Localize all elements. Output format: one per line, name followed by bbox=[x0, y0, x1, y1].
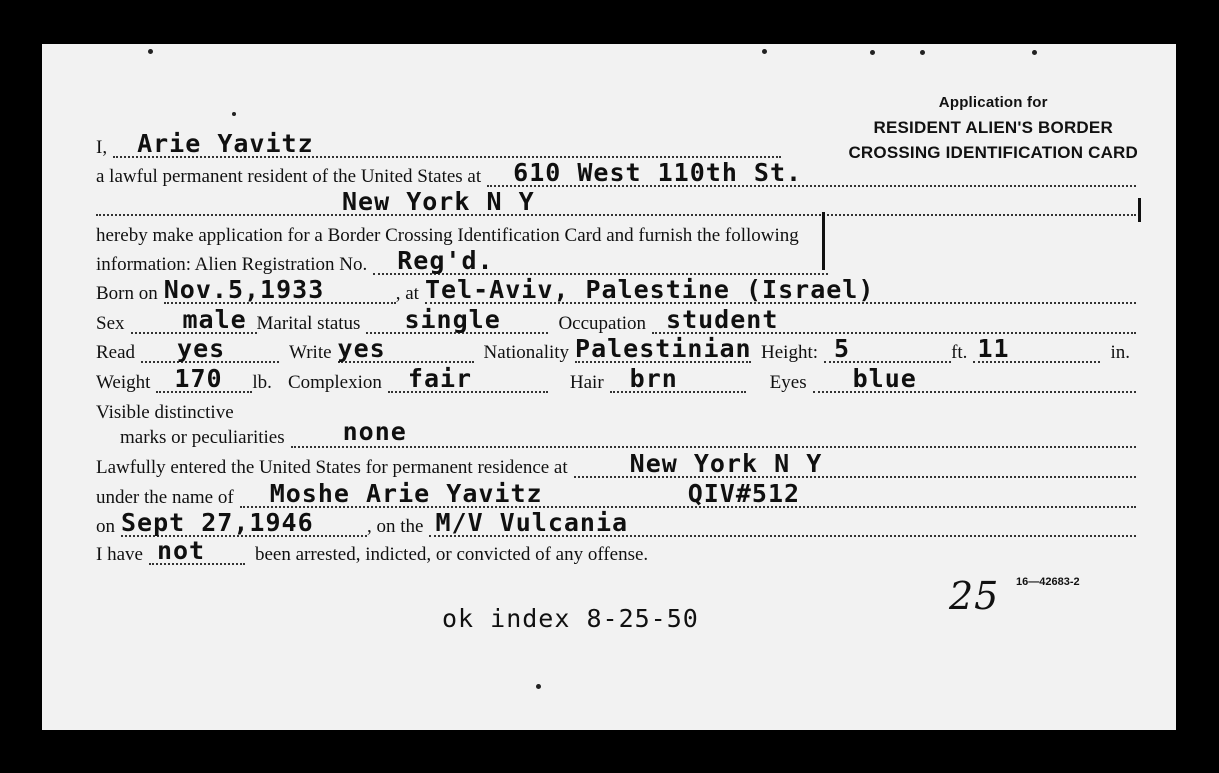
value-occupation: student bbox=[666, 305, 779, 334]
value-address-line-1: 610 West 110th St. bbox=[513, 158, 803, 187]
field-registration-no[interactable] bbox=[373, 247, 828, 275]
field-entry-place[interactable] bbox=[574, 450, 1136, 478]
label-weight: Weight bbox=[96, 372, 151, 393]
label-ft: ft. bbox=[951, 342, 968, 363]
value-read: yes bbox=[177, 334, 226, 363]
field-name[interactable] bbox=[113, 130, 781, 158]
row-weight bbox=[96, 364, 1136, 397]
stamp-number: 25 bbox=[949, 574, 1000, 618]
label-on: on bbox=[96, 516, 115, 537]
field-entry-name[interactable] bbox=[240, 480, 1136, 508]
value-visa-number: QIV#512 bbox=[687, 479, 801, 508]
row-entry-date bbox=[96, 508, 1136, 541]
label-lawful-resident: a lawful permanent resident of the United States at bbox=[96, 166, 482, 187]
label-in: in. bbox=[1110, 342, 1131, 363]
label-eyes: Eyes bbox=[769, 372, 807, 393]
label-occupation: Occupation bbox=[558, 313, 647, 334]
value-not: not bbox=[156, 536, 206, 565]
value-registration-no: Reg'd. bbox=[397, 246, 494, 275]
field-marks[interactable] bbox=[291, 417, 1136, 448]
value-birth-date: Nov.5,1933 bbox=[163, 275, 325, 304]
label-complexion: Complexion bbox=[287, 372, 382, 393]
speck-mark bbox=[148, 49, 153, 54]
value-name: Arie Yavitz bbox=[137, 129, 314, 158]
index-note-stamp: ok index 8-25-50 bbox=[442, 604, 699, 633]
edge-mark bbox=[1138, 198, 1141, 222]
field-address-line-2[interactable] bbox=[96, 188, 1136, 216]
field-marital-status[interactable] bbox=[366, 306, 548, 334]
label-arrested: been arrested, indicted, or convicted of any offense. bbox=[254, 544, 649, 565]
field-nationality[interactable] bbox=[575, 335, 751, 363]
header-line-3: CROSSING IDENTIFICATION CARD bbox=[848, 143, 1138, 162]
value-complexion: fair bbox=[407, 364, 473, 393]
header-line-2: RESIDENT ALIEN'S BORDER bbox=[873, 118, 1113, 137]
label-height: Height: bbox=[761, 342, 819, 363]
field-entry-date[interactable] bbox=[121, 509, 367, 537]
field-write[interactable] bbox=[338, 335, 474, 363]
speck-mark bbox=[762, 49, 767, 54]
label-nationality: Nationality bbox=[483, 342, 570, 363]
label-visible-distinctive: Visible distinctive bbox=[96, 402, 234, 423]
form-header bbox=[848, 90, 1138, 165]
speck-mark bbox=[536, 684, 541, 689]
label-write: Write bbox=[289, 342, 332, 363]
label-on-the: , on the bbox=[367, 516, 424, 537]
row-address2 bbox=[96, 187, 1136, 220]
speck-mark bbox=[920, 50, 925, 55]
field-sex[interactable] bbox=[131, 306, 257, 334]
field-birthplace[interactable] bbox=[425, 276, 1136, 304]
row-arrested bbox=[96, 536, 856, 569]
header-line-1: Application for bbox=[938, 94, 1048, 111]
label-sex: Sex bbox=[96, 313, 125, 334]
value-vessel: M/V Vulcania bbox=[435, 508, 629, 537]
value-birthplace: Tel-Aviv, Palestine (Israel) bbox=[424, 275, 875, 304]
field-read[interactable] bbox=[141, 335, 279, 363]
field-hair[interactable] bbox=[610, 365, 746, 393]
speck-mark bbox=[1032, 50, 1037, 55]
row-entered bbox=[96, 449, 1136, 482]
row-address1 bbox=[96, 158, 1136, 191]
label-read: Read bbox=[96, 342, 136, 363]
field-birth-date[interactable] bbox=[164, 276, 396, 304]
value-hair: brn bbox=[629, 364, 678, 393]
form-number: 16—42683-2 bbox=[1016, 576, 1080, 588]
label-at: , at bbox=[395, 283, 419, 304]
value-weight: 170 bbox=[174, 364, 223, 393]
value-entry-date: Sept 27,1946 bbox=[121, 508, 314, 537]
label-under-name: under the name of bbox=[96, 487, 234, 508]
field-height-ft[interactable] bbox=[824, 335, 951, 363]
label-born-on: Born on bbox=[96, 283, 158, 304]
field-not[interactable] bbox=[149, 537, 245, 565]
speck-mark bbox=[870, 50, 875, 55]
row-read bbox=[96, 334, 1136, 367]
edge-mark bbox=[822, 212, 825, 270]
value-height-in: 11 bbox=[977, 334, 1010, 363]
label-marks-peculiarities: marks or peculiarities bbox=[120, 427, 285, 448]
label-hair: Hair bbox=[569, 372, 604, 393]
value-height-ft: 5 bbox=[834, 334, 851, 363]
label-lb: lb. bbox=[252, 372, 272, 393]
row-hereby bbox=[96, 222, 1136, 250]
speck-mark bbox=[232, 112, 236, 116]
field-eyes[interactable] bbox=[813, 365, 1136, 393]
value-marks: none bbox=[342, 417, 407, 446]
value-sex: male bbox=[182, 305, 247, 334]
row-born bbox=[96, 275, 1136, 308]
value-write: yes bbox=[337, 334, 386, 363]
label-i: I, bbox=[96, 137, 108, 158]
value-entry-place: New York N Y bbox=[629, 449, 823, 478]
field-vessel[interactable] bbox=[429, 509, 1136, 537]
border-crossing-application-card bbox=[42, 44, 1176, 730]
label-lawfully-entered: Lawfully entered the United States for permanent residence at bbox=[96, 457, 568, 478]
field-complexion[interactable] bbox=[388, 365, 548, 393]
label-i-have: I have bbox=[96, 544, 143, 565]
label-alien-registration: information: Alien Registration No. bbox=[96, 254, 368, 275]
value-nationality: Palestinian bbox=[575, 334, 752, 363]
field-weight[interactable] bbox=[156, 365, 252, 393]
label-marital-status: Marital status bbox=[256, 313, 361, 334]
value-eyes: blue bbox=[852, 364, 917, 393]
field-address-line-1[interactable] bbox=[487, 159, 1136, 187]
value-address-line-2: New York N Y bbox=[342, 187, 535, 216]
row-marks bbox=[120, 417, 1136, 452]
value-marital-status: single bbox=[404, 305, 501, 334]
field-height-in[interactable] bbox=[973, 335, 1100, 363]
field-occupation[interactable] bbox=[652, 306, 1136, 334]
value-entry-name: Moshe Arie Yavitz bbox=[269, 479, 543, 508]
label-hereby: hereby make application for a Border Crossing Identification Card and furnish the following bbox=[96, 225, 799, 246]
